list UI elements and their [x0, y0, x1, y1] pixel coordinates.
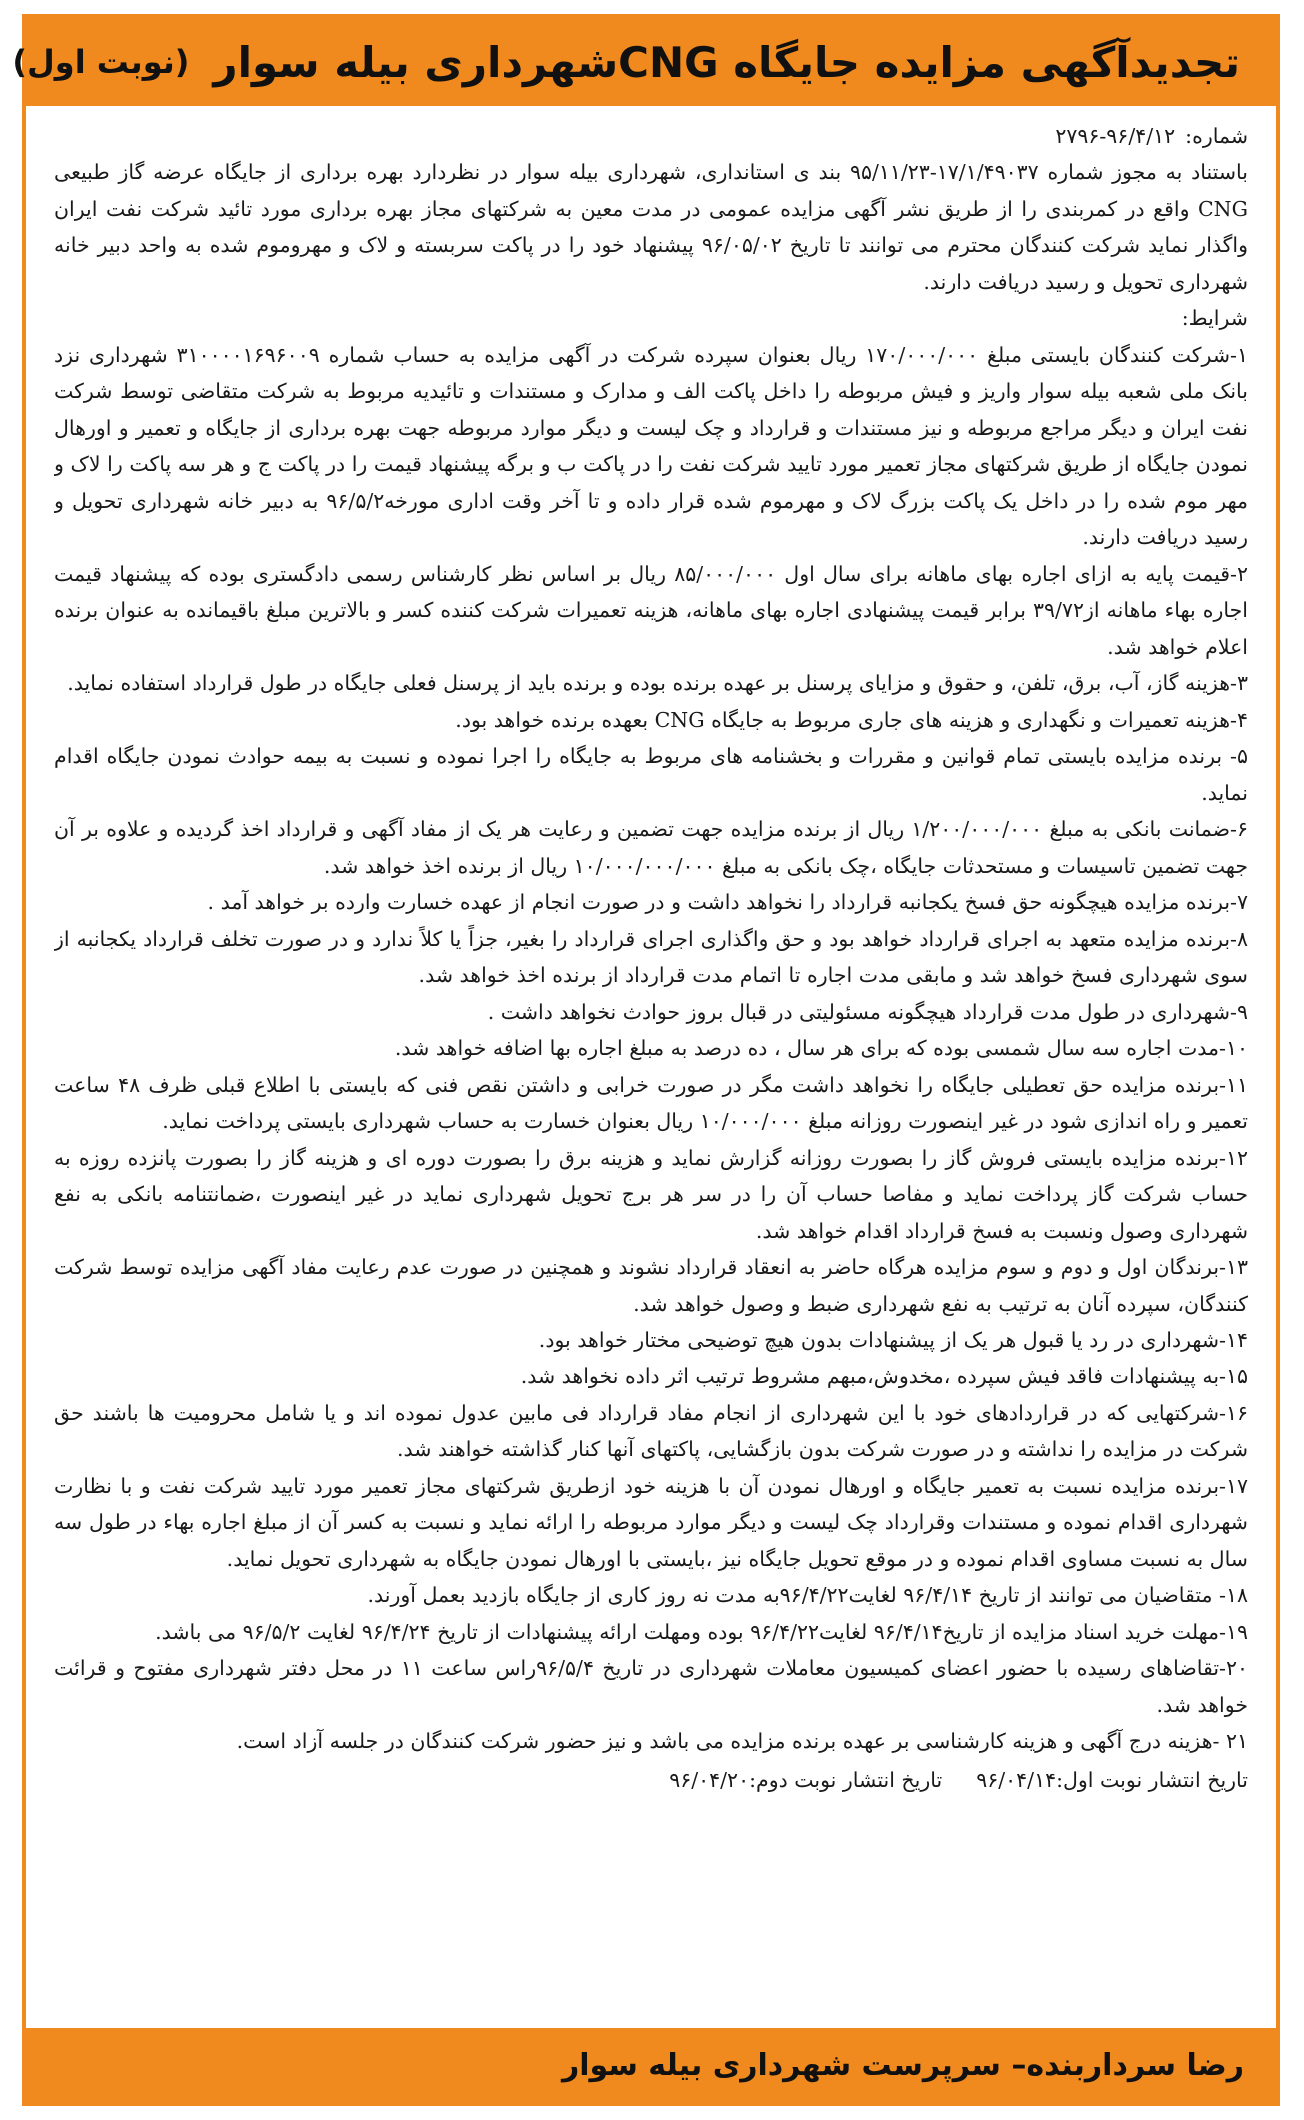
clause-1: ۱-شرکت کنندگان بایستی مبلغ ۱۷۰/۰۰۰/۰۰۰ ریال بعنوان سپرده شرکت در آگهی مزایده به حساب شماره ۳۱۰۰۰۰۱۶۹۶۰۰۹ شهرداری نزد بانک ملی شعبه بیله سوار واریز و فیش مربوطه را داخل پاکت الف و مدارک و مستندات و تائیدیه مربوط به شرکت متقاضی توسط شرکت نفت ایران و دیگر مراجع مربوطه و نیز مستندات و قرارداد و چک لیست و دیگر موارد مربوطه جهت بهره برداری از جایگاه و تعمیر و اورهال نمودن جایگاه از طریق شرکتهای مجاز تعمیر مورد تایید شرکت نفت را در پاکت ب و برگه پیشنهاد قیمت را در پاکت ج و هر سه پاکت را لاک و مهر موم شده را در داخل یک پاکت بزرگ لاک و مهرموم شده قرار داده و تا آخر وقت اداری مورخه۹۶/۵/۲ به دبیر خانه شهرداری تحویل و رسید دریافت دارند.	[54, 342, 1248, 550]
clause-19: ۱۹-مهلت خرید اسناد مزایده از تاریخ۹۶/۴/۱۴ لغایت۹۶/۴/۲۲ بوده ومهلت ارائه پیشنهادات از تاریخ ۹۶/۴/۲۴ لغایت ۹۶/۵/۲ می باشد.	[155, 1619, 1248, 1644]
publication-dates	[54, 1762, 1248, 1798]
clause-20: ۲۰-تقاضاهای رسیده با حضور اعضای کمیسیون معاملات شهرداری در تاریخ ۹۶/۵/۴راس ساعت ۱۱ در محل دفتر شهرداری مفتوح و قرائت خواهد شد.	[54, 1656, 1248, 1717]
clause-7: ۷-برنده مزایده هیچگونه حق فسخ یکجانبه قرارداد را نخواهد داشت و در صورت انجام از عهده خسارت وارده بر خواهد آمد .	[207, 890, 1248, 915]
notice-subtitle: (نوبت اول)	[12, 43, 190, 81]
clause-17: ۱۷-برنده مزایده نسبت به تعمیر جایگاه و اورهال نمودن آن با هزینه خود ازطریق شرکتهای مجاز تعمیر مورد تایید شرکت نفت و با نظارت شهرداری اقدام نموده و مستندات وقرارداد چک لیست و دیگر موارد مربوطه را ارائه نماید و نسبت به کسر آن از مبلغ اجاره بهاء در طول سه سال به نسبت مساوی اقدام نموده و در موقع تحویل جایگاه نیز ،بایستی با اورهال نمودن جایگاه به شهرداری تحویل نماید.	[54, 1473, 1248, 1571]
clause-15: ۱۵-به پیشنهادات فاقد فیش سپرده ،مخدوش،مبهم مشروط ترتیب اثر داده نخواهد شد.	[520, 1364, 1248, 1389]
clause-16: ۱۶-شرکتهایی که در قراردادهای خود با این شهرداری از انجام مفاد قرارداد فی مابین عدول نموده اند و یا شامل محرومیت ها باشند حق شرکت در مزایده را نداشته و در صورت شرکت بدون بازگشایی، پاکتهای آنها کنار گذاشته خواهند شد.	[54, 1400, 1248, 1462]
clause-21: ۲۱ -هزینه درج آگهی و هزینه کارشناسی بر عهده برنده مزایده می باشد و نیز حضور شرکت کنندگان در جلسه آزاد است.	[236, 1729, 1248, 1754]
clause-10: ۱۰-مدت اجاره سه سال شمسی بوده که برای هر سال ، ده درصد به مبلغ اجاره بها اضافه خواهد شد.	[394, 1036, 1248, 1061]
clause-12: ۱۲-برنده مزایده بایستی فروش گاز را بصورت روزانه گزارش نماید و هزینه برق را بصورت دوره ای و هزینه گاز را بصورت پانزده روزه به حساب شرکت گاز پرداخت نماید و مفاصا حساب آن را در سر هر برج تحویل شهرداری نماید در غیر اینصورت ،ضمانتنامه بانکی به نفع شهرداری وصول ونسبت به فسخ قرارداد اقدام خواهد شد.	[54, 1145, 1248, 1243]
clause-6: ۶-ضمانت بانکی به مبلغ ۱/۲۰۰/۰۰۰/۰۰۰ ریال از برنده مزایده جهت تضمین و رعایت هر یک از مفاد آگهی و قرارداد اخذ گردیده و علاوه بر آن جهت تضمین تاسیسات و مستحدثات جایگاه ،چک بانکی به مبلغ ۱۰/۰۰۰/۰۰۰/۰۰۰ ریال از برنده اخذ خواهد شد.	[54, 817, 1248, 878]
publication-date-first: تاریخ انتشار نوبت اول:۹۶/۰۴/۱۴	[976, 1767, 1248, 1792]
reference-number-label: شماره:	[1185, 124, 1248, 148]
notice-header	[12, 18, 1276, 106]
clause-11: ۱۱-برنده مزایده حق تعطیلی جایگاه را نخواهد داشت مگر در صورت خرابی و داشتن نقص فنی که بایستی با اطلاع قبلی ظرف ۴۸ ساعت تعمیر و راه اندازی شود در غیر اینصورت روزانه مبلغ ۱۰/۰۰۰/۰۰۰ ریال بعنوان خسارت به حساب شهرداری بایستی پرداخت نماید.	[54, 1072, 1248, 1134]
clause-9: ۹-شهرداری در طول مدت قرارداد هیچگونه مسئولیتی در قبال بروز حوادث نخواهد داشت .	[487, 999, 1248, 1024]
signature: رضا سرداربنده– سرپرست شهرداری بیله سوار	[562, 2047, 1244, 2083]
intro-paragraph: باستناد به مجوز شماره ۱۷/۱/۴۹۰۳۷-۹۵/۱۱/۲۳ بند ی استانداری، شهرداری بیله سوار در نظردارد بهره برداری از جایگاه عرضه گاز طبیعی CNG واقع در کمربندی را از طریق نشر آگهی مزایده عمومی در مدت معین به شرکتهای مجاز بهره برداری مورد تائید شرکت نفت ایران واگذار نماید شرکت کنندگان محترم می توانند تا تاریخ ۹۶/۰۵/۰۲ پیشنهاد خود را در پاکت سربسته و لاک و مهروموم شده به واحد دبیر خانه شهرداری تحویل و رسید دریافت دارند.	[54, 160, 1248, 294]
conditions-heading: شرایط:	[1181, 306, 1248, 331]
clause-8: ۸-برنده مزایده متعهد به اجرای قرارداد خواهد بود و حق واگذاری اجرای قرارداد را بغیر، جزاً یا کلاً ندارد و در صورت تخلف قرارداد یکجانبه از سوی شهرداری فسخ خواهد شد و مابقی مدت اجاره تا اتمام مدت قرارداد از برنده اخذ خواهد شد.	[54, 926, 1248, 988]
clause-4: ۴-هزینه تعمیرات و نگهداری و هزینه های جاری مربوط به جایگاه CNG بعهده برنده خواهد بود.	[455, 707, 1248, 732]
reference-number-value: ۲۷۹۶-۹۶/۴/۱۲	[1055, 124, 1176, 148]
clause-3: ۳-هزینه گاز، آب، برق، تلفن، و حقوق و مزایای پرسنل بر عهده برنده بوده و برنده باید از پرسنل فعلی جایگاه در طول قرارداد استفاده نماید.	[67, 671, 1248, 696]
notice-title: تجدیدآگهی مزایده جایگاه CNGشهرداری بیله سوار	[213, 37, 1240, 87]
notice-footer	[26, 2028, 1276, 2102]
publication-date-second: تاریخ انتشار نوبت دوم:۹۶/۰۴/۲۰	[669, 1767, 943, 1792]
clause-14: ۱۴-شهرداری در رد یا قبول هر یک از پیشنهادات بدون هیچ توضیحی مختار خواهد بود.	[538, 1327, 1248, 1352]
notice-frame	[12, 14, 1280, 2106]
clause-13: ۱۳-برندگان اول و دوم و سوم مزایده هرگاه حاضر به انعقاد قرارداد نشوند و همچنین در صورت عدم رعایت مفاد آگهی مزایده توسط شرکت کنندگان، سپرده آنان به ترتیب به نفع شهرداری ضبط و وصول خواهد شد.	[54, 1255, 1248, 1316]
reference-number	[54, 118, 1248, 154]
notice-body	[54, 118, 1248, 2016]
clause-5: ۵- برنده مزایده بایستی تمام قوانین و مقررات و بخشنامه های مربوط به جایگاه را اجرا نموده و نسبت به بیمه حوادث نمودن جایگاه اقدام نماید.	[54, 744, 1248, 805]
clause-18: ۱۸- متقاضیان می توانند از تاریخ ۹۶/۴/۱۴ لغایت۹۶/۴/۲۲به مدت نه روز کاری از جایگاه بازدید بعمل آورند.	[367, 1583, 1248, 1608]
clause-2: ۲-قیمت پایه به ازای اجاره بهای ماهانه برای سال اول ۸۵/۰۰۰/۰۰۰ ریال بر اساس نظر کارشناس رسمی دادگستری بوده که پیشنهاد قیمت اجاره بهاء ماهانه از۳۹/۷۲ برابر قیمت پیشنهادی اجاره بهای ماهانه، هزینه تعمیرات شرکت کننده کسر و بالاترین مبلغ باقیمانده به عنوان برنده اعلام خواهد شد.	[54, 561, 1248, 659]
